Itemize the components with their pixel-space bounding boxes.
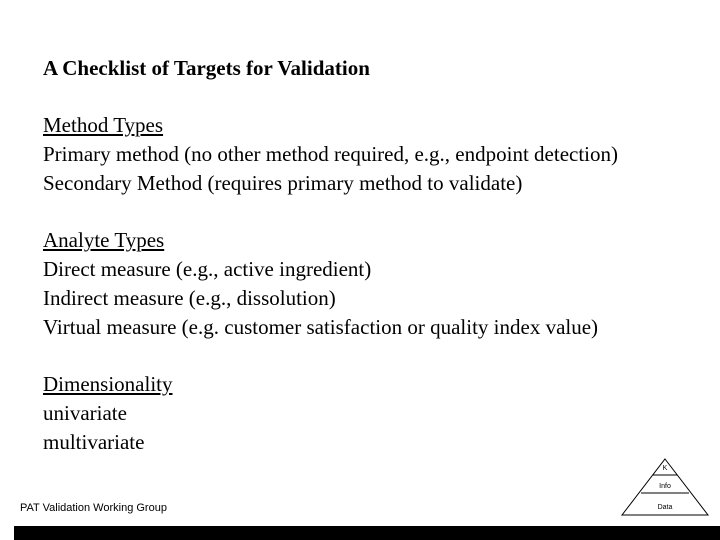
list-item: Direct measure (e.g., active ingredient) (43, 257, 372, 281)
section-heading: Analyte Types (43, 228, 165, 252)
list-item: Primary method (no other method required, e.g., endpoint detection) (43, 142, 619, 166)
pyramid-level-k: K (662, 465, 668, 472)
pyramid-level-data: Data (657, 504, 673, 511)
footer-bar (14, 526, 720, 540)
list-item: univariate (43, 401, 127, 425)
footer-label: PAT Validation Working Group (20, 502, 167, 514)
method-types-section (43, 111, 618, 198)
pyramid-level-info: Info (659, 483, 671, 490)
list-item: multivariate (43, 430, 145, 454)
list-item: Virtual measure (e.g. customer satisfaction or quality index value) (43, 315, 599, 339)
knowledge-pyramid-icon (618, 457, 712, 519)
list-item: Secondary Method (requires primary method to validate) (43, 171, 523, 195)
list-item: Indirect measure (e.g., dissolution) (43, 286, 336, 310)
section-heading: Dimensionality (43, 372, 173, 396)
dimensionality-section (43, 370, 173, 457)
analyte-types-section (43, 226, 598, 342)
slide-title: A Checklist of Targets for Validation (43, 56, 370, 80)
section-heading: Method Types (43, 113, 164, 137)
